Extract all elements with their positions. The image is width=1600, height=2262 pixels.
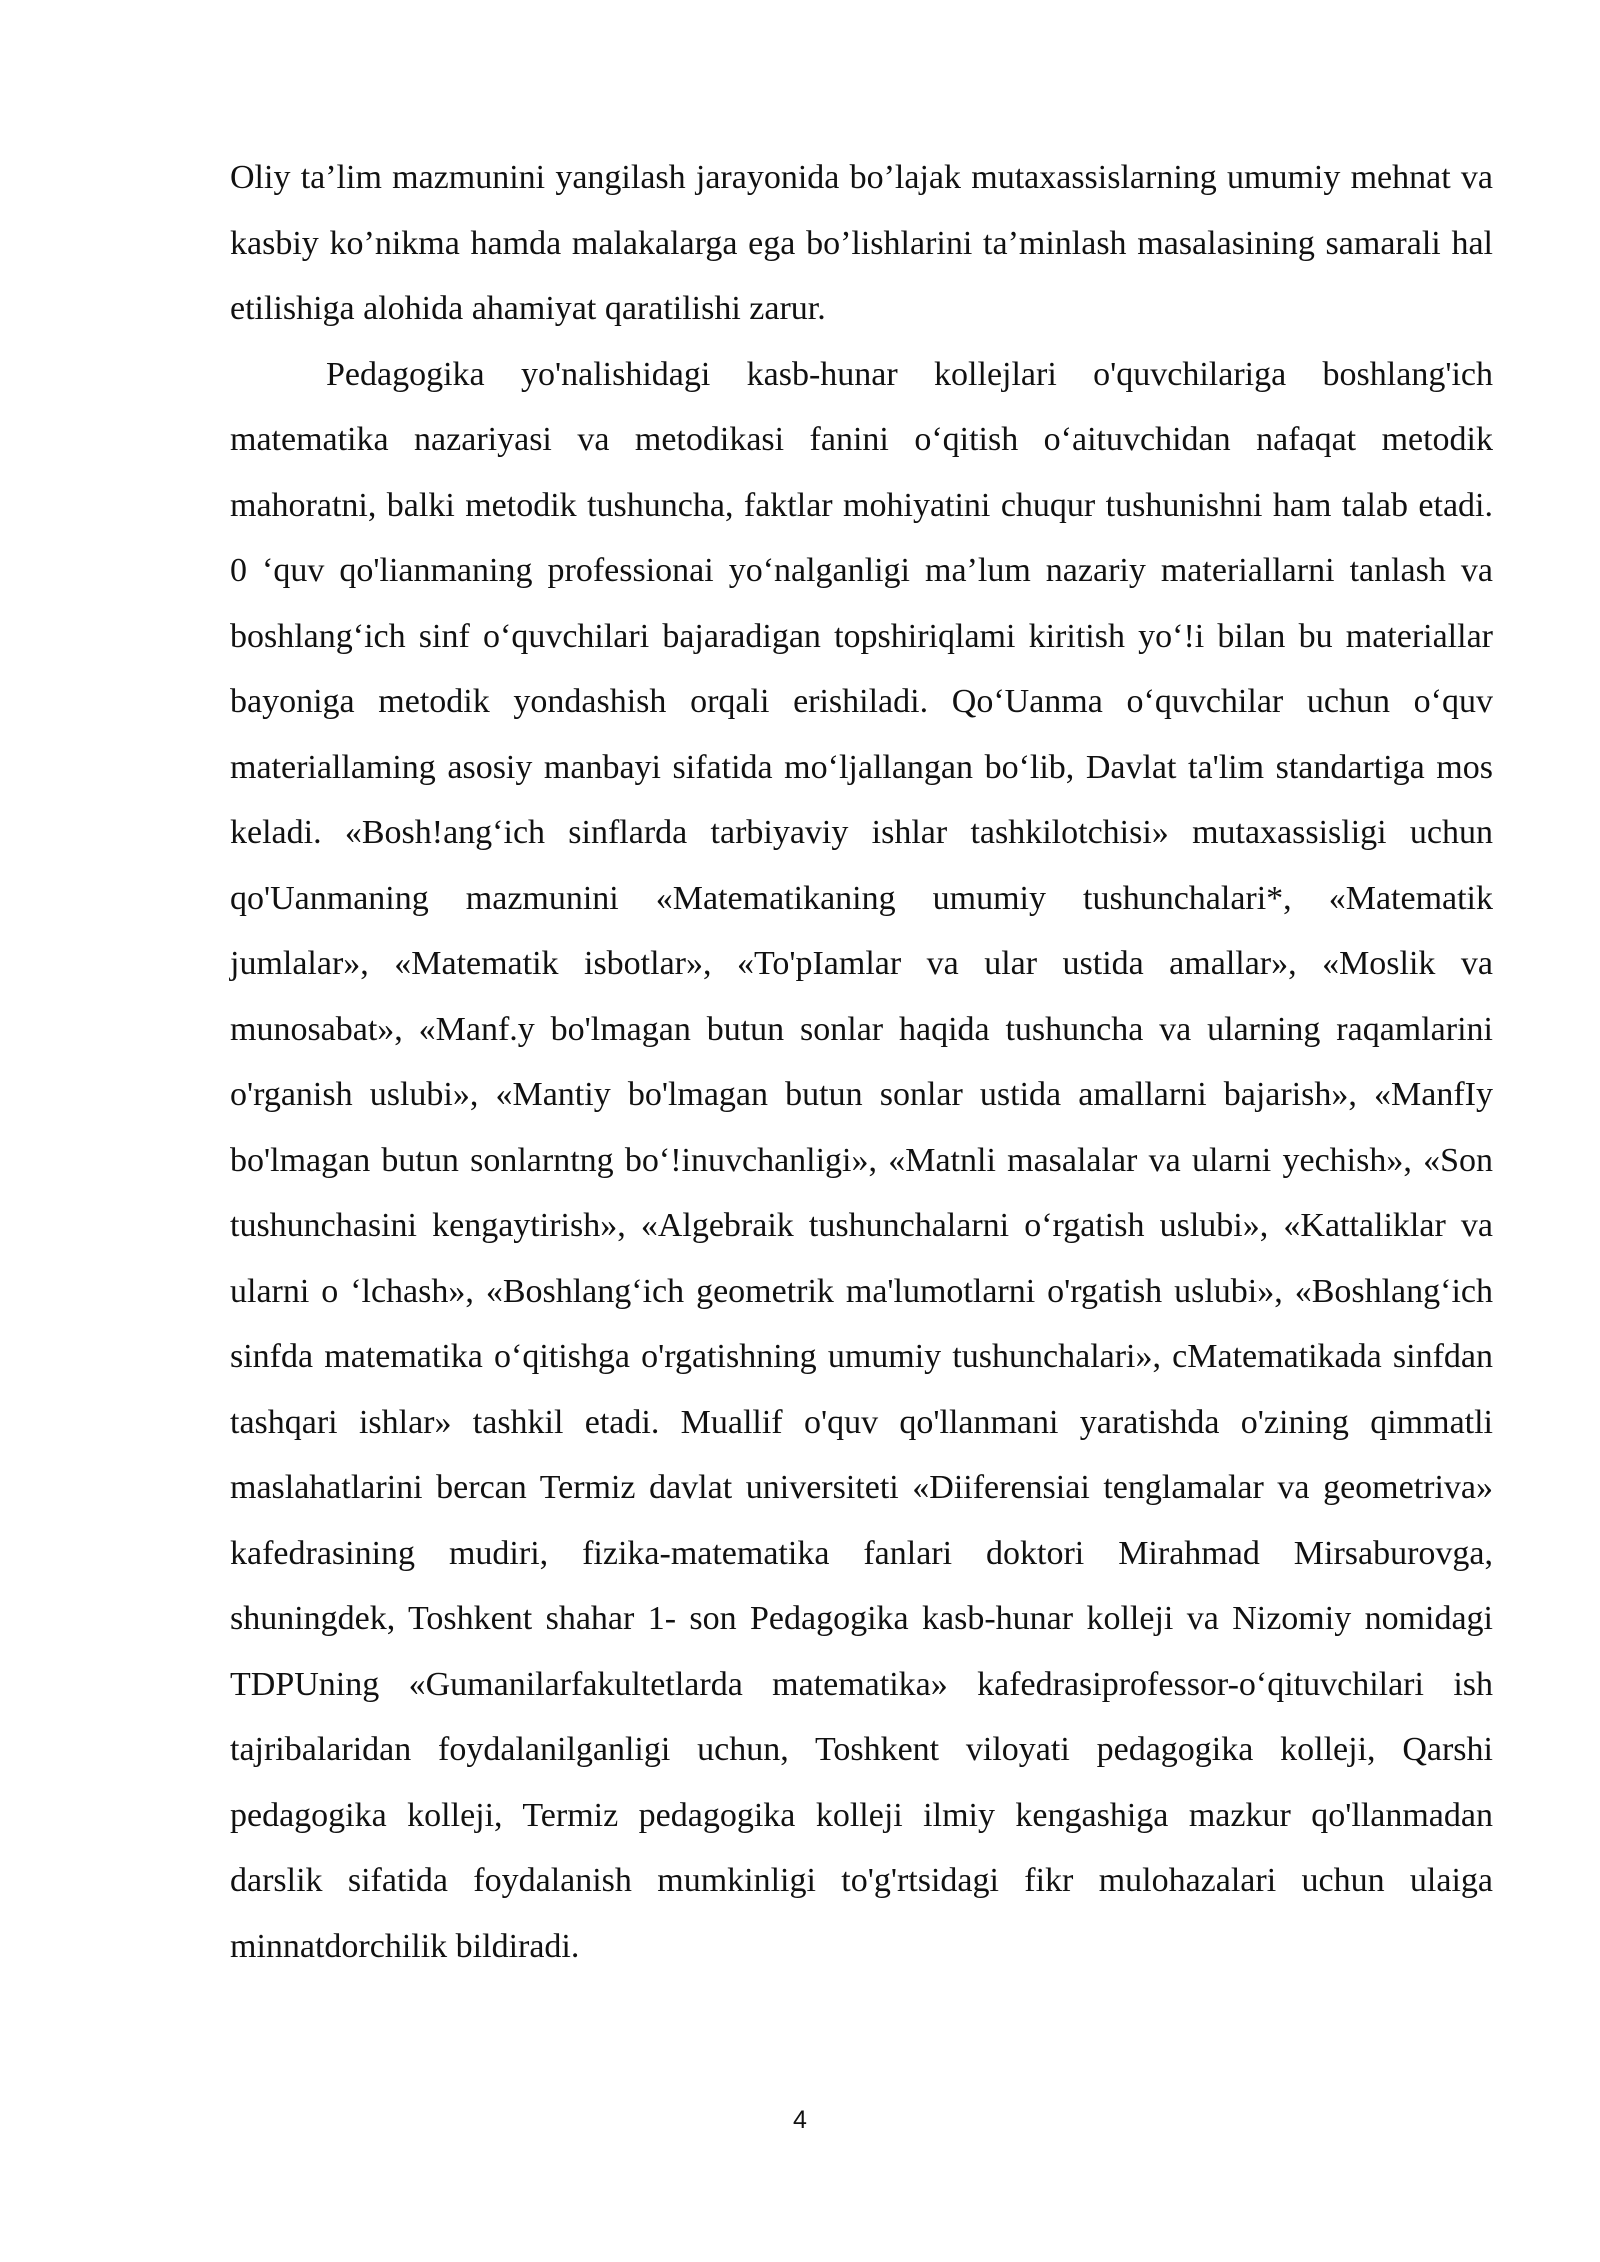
body-text [230,145,1493,1979]
paragraph-main: Pedagogika yo'nalishidagi kasb-hunar kollejlari o'quvchilariga boshlang'ich matematika nazariyasi va metodikasi fanini o‘qitish o‘aituvchidan nafaqat metodik mahoratni, balki metodik tushuncha, faktlar mohiyatini chuqur tushunishni ham talab etadi. 0 ‘quv qo'lianmaning professionai yo‘nalganligi ma’lum nazariy materiallarni tanlash va boshlang‘ich sinf o‘quvchilari bajaradigan topshiriqlami kiritish yo‘!i bilan bu materiallar bayoniga metodik yondashish orqali erishiladi. Qo‘Uanma o‘quvchilar uchun o‘quv materiallaming asosiy manbayi sifatida mo‘ljallangan bo‘lib, Davlat ta'lim standartiga mos keladi. «Bosh!ang‘ich sinflarda tarbiyaviy ishlar tashkilotchisi» mutaxassisligi uchun qo'Uanmaning mazmunini «Matematikaning umumiy tushunchalari*, «Matematik jumlalar», «Matematik isbotlar», «To'pIamlar va ular ustida amallar», «Moslik va munosabat», «Manf.y bo'lmagan butun sonlar haqida tushuncha va ularning raqamlarini o'rganish uslubi», «Mantiy bo'lmagan butun sonlar ustida amallarni bajarish», «ManfIy bo'lmagan butun sonlarntng bo‘!inuvchanligi», «Matnli masalalar va ularni yechish», «Son tushunchasini kengaytirish», «Algebraik tushunchalarni o‘rgatish uslubi», «Kattaliklar va ularni o ‘lchash», «Boshlang‘ich geometrik ma'lumotlarni o'rgatish uslubi», «Boshlang‘ich sinfda matematika o‘qitishga o'rgatishning umumiy tushunchalari», cMatematikada sinfdan tashqari ishlar» tashkil etadi. Muallif o'quv qo'llanmani yaratishda o'zining qimmatli maslahatlarini bercan Termiz davlat universiteti «Diiferensiai tenglamalar va geometriva» kafedrasining mudiri, fizika-matematika fanlari doktori Mirahmad Mirsaburovga, shuningdek, Toshkent shahar 1- son Pedagogika kasb-hunar kolleji va Nizomiy nomidagi TDPUning «Gumanilarfakultetlarda matematika» kafedrasiprofessor-o‘qituvchilari ish tajribalaridan foydalanilganligi uchun, Toshkent viloyati pedagogika kolleji, Qarshi pedagogika kolleji, Termiz pedagogika kolleji ilmiy kengashiga mazkur qo'llanmadan darslik sifatida foydalanish mumkinligi to'g'rtsidagi fikr mulohazalari uchun ulaiga minnatdorchilik bildiradi. [230,355,1493,1965]
page-number: 4 [793,2106,807,2134]
paragraph-intro: Oliy ta’lim mazmunini yangilash jarayonida bo’lajak mutaxassislarning umumiy mehnat va kasbiy ko’nikma hamda malakalarga ega bo’lishlarini ta’minlash masalasining samarali hal etilishiga alohida ahamiyat qaratilishi zarur. [230,159,1493,327]
